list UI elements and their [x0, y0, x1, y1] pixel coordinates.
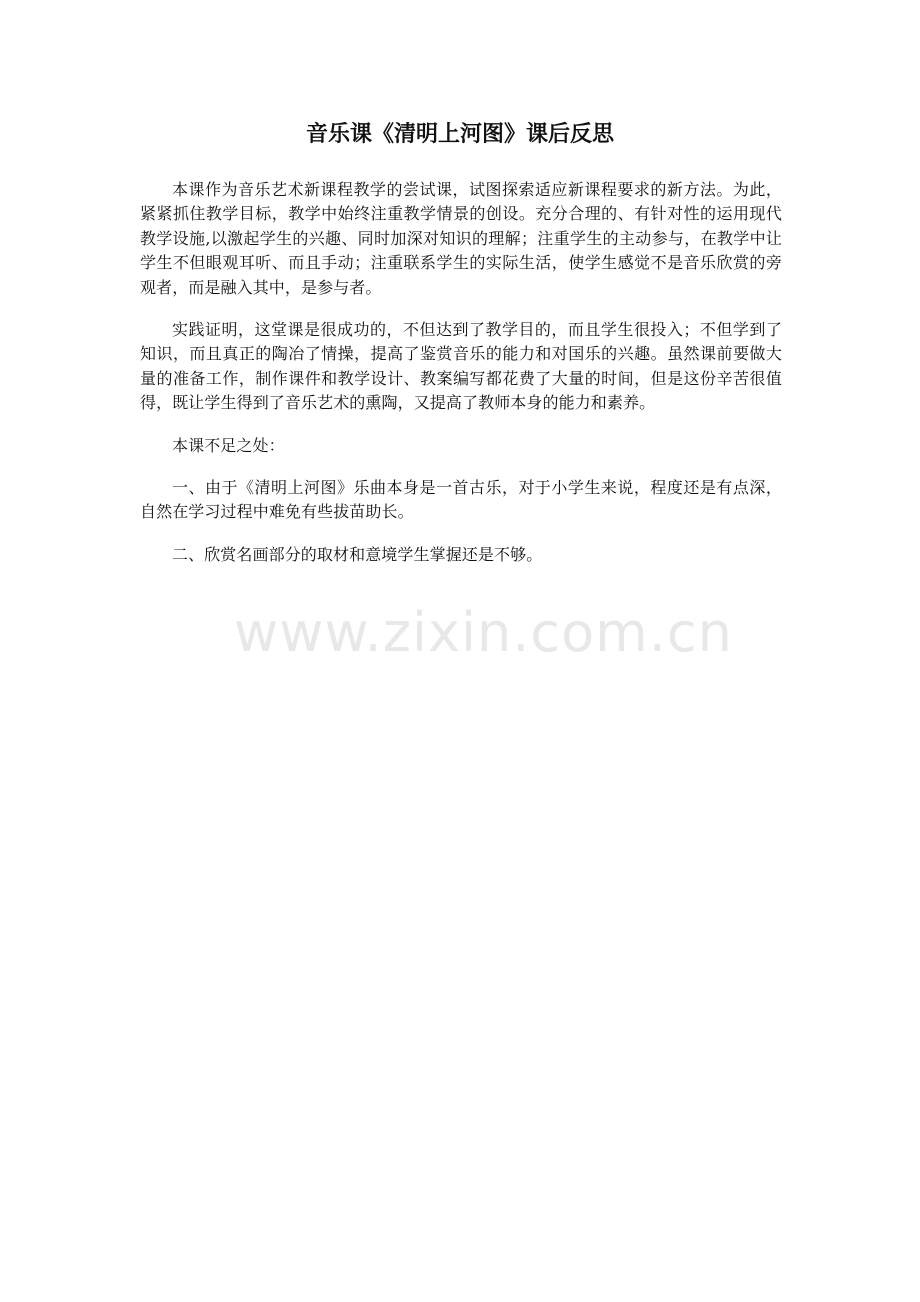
paragraph-intro: 本课作为音乐艺术新课程教学的尝试课，试图探索适应新课程要求的新方法。为此，紧紧抓住教学目标，教学中始终注重教学情景的创设。充分合理的、有针对性的运用现代教学设施,以激起学生的兴趣、同时加深对知识的理解；注重学生的主动参与，在教学中让学生不但眼观耳听、而且手动；注重联系学生的实际生活，使学生感觉不是音乐欣赏的旁观者，而是融入其中，是参与者。: [140, 180, 782, 297]
document-title: 音乐课《清明上河图》课后反思: [305, 122, 614, 147]
document-body: [140, 178, 782, 585]
paragraph-shortcoming-one: 一、由于《清明上河图》乐曲本身是一首古乐，对于小学生来说，程度还是有点深，自然在学习过程中难免有些拔苗助长。: [140, 478, 782, 522]
paragraph-shortcoming-two: 二、欣赏名画部分的取材和意境学生掌握还是不够。: [172, 544, 543, 564]
paragraph-shortcomings-heading: 本课不足之处：: [172, 435, 285, 455]
paragraph-practice: 实践证明，这堂课是很成功的，不但达到了教学目的，而且学生很投入；不但学到了知识，而且真正的陶冶了情操，提高了鉴赏音乐的能力和对国乐的兴趣。虽然课前要做大量的准备工作，制作课件和教学设计、教案编写都花费了大量的时间，但是这份辛苦很值得，既让学生得到了音乐艺术的熏陶，又提高了教师本身的能力和素养。: [140, 320, 782, 413]
watermark: www.zixin.com.cn: [234, 601, 733, 664]
